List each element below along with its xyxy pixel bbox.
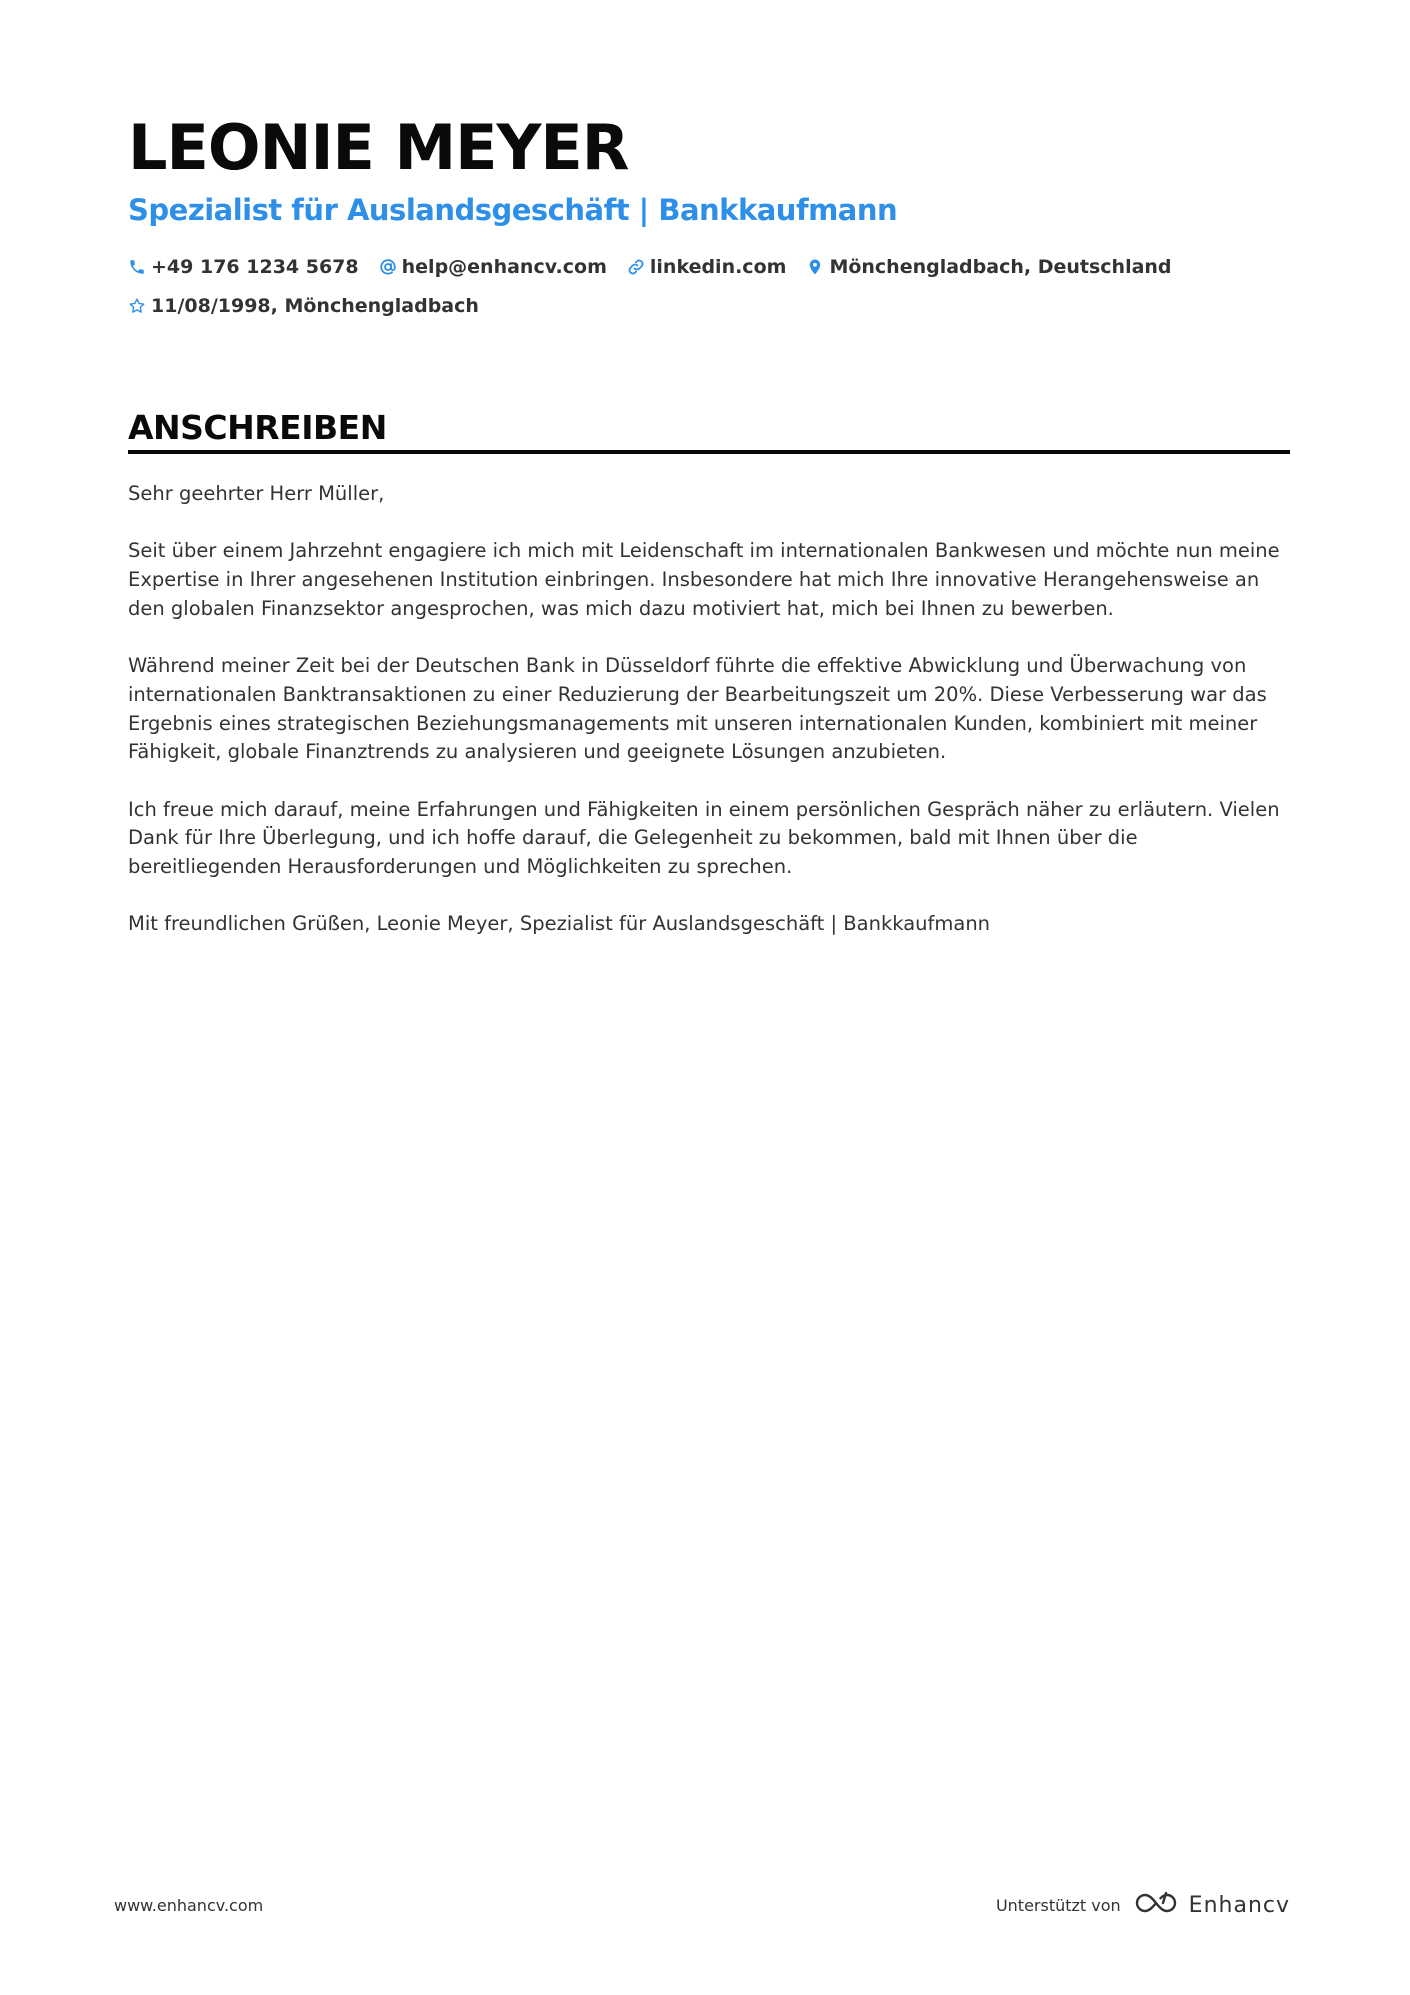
letter-salutation: Sehr geehrter Herr Müller, <box>128 482 385 505</box>
contact-phone <box>128 256 359 278</box>
star-icon <box>128 297 146 315</box>
contact-row <box>128 252 1192 282</box>
candidate-title: Spezialist für Auslandsgeschäft | Bankkaufmann <box>128 193 898 227</box>
contact-phone-text: +49 176 1234 5678 <box>151 256 359 278</box>
contact-email-text[interactable]: help@enhancv.com <box>401 256 607 278</box>
contact-linkedin-text[interactable]: linkedin.com <box>649 256 787 278</box>
contact-linkedin[interactable] <box>627 256 787 278</box>
contact-row-2 <box>128 291 499 321</box>
letter-paragraph: Seit über einem Jahrzehnt engagiere ich mich mit Leidenschaft im internationalen Bankwesen und möchte nun meine Expertise in Ihrer angesehenen Institution einbringen. Insbesondere hat mich Ihre innovative Herangehensweise an den globalen Finanzsektor angesprochen, was mich dazu motiviert hat, mich bei Ihnen zu bewerben. <box>128 539 1280 620</box>
brand-name: Enhancv <box>1188 1892 1290 1918</box>
at-sign-icon <box>379 258 397 276</box>
enhancv-logo[interactable] <box>1133 1891 1290 1919</box>
powered-by-text: Unterstützt von <box>995 1895 1121 1915</box>
contact-birth-text: 11/08/1998, Mönchengladbach <box>151 295 479 317</box>
letter-paragraph: Während meiner Zeit bei der Deutschen Bank in Düsseldorf führte die effektive Abwicklung und Überwachung von internationalen Banktransaktionen zu einer Reduzierung der Bearbeitungszeit um 20%. Diese Verbesserung war das Ergebnis eines strategischen Beziehungsmanagements mit unseren internationalen Kunden, kombiniert mit meiner Fähigkeit, globale Finanztrends zu analysieren und geeignete Lösungen anzubieten. <box>128 654 1267 764</box>
phone-icon <box>128 258 146 276</box>
infinity-logo-icon <box>1133 1891 1179 1919</box>
link-icon <box>627 258 645 276</box>
letter-body <box>128 480 1288 968</box>
contact-birth <box>128 295 479 317</box>
letter-closing: Mit freundlichen Grüßen, Leonie Meyer, Spezialist für Auslandsgeschäft | Bankkaufmann <box>128 912 991 936</box>
contact-location-text: Mönchengladbach, Deutschland <box>829 256 1172 278</box>
contact-email[interactable] <box>379 256 607 278</box>
footer-branding <box>996 1890 1290 1920</box>
candidate-name: LEONIE MEYER <box>128 111 629 184</box>
letter-paragraph: Ich freue mich darauf, meine Erfahrungen und Fähigkeiten in einem persönlichen Gespräch näher zu erläutern. Vielen Dank für Ihre Überlegung, und ich hoffe darauf, die Gelegenheit zu bekommen, bald mit Ihnen über die bereitliegenden Herausforderungen und Möglichkeiten zu sprechen. <box>128 797 1280 879</box>
map-pin-icon <box>806 258 824 276</box>
footer-website[interactable]: www.enhancv.com <box>114 1896 264 1915</box>
section-divider <box>128 450 1290 454</box>
section-title: ANSCHREIBEN <box>128 408 387 447</box>
contact-location <box>806 256 1171 278</box>
